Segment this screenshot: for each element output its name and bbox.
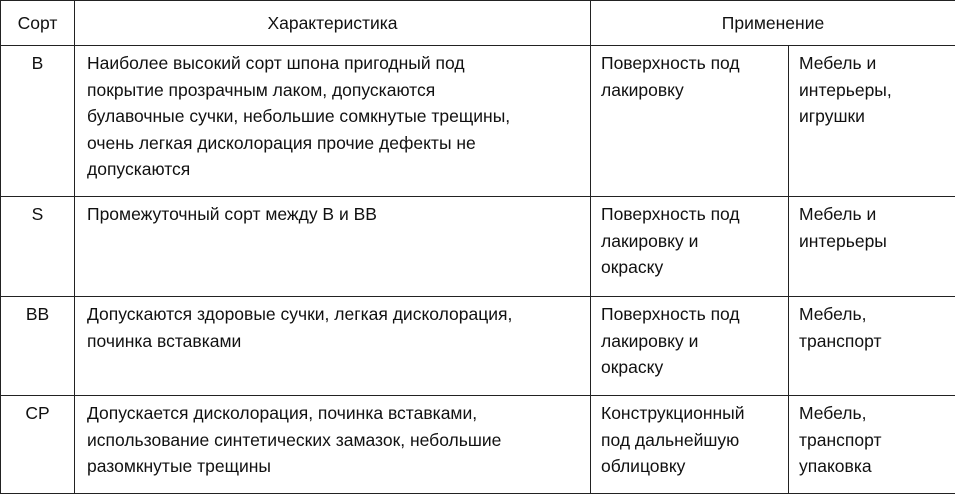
use-cell: Мебель и интерьеры, игрушки	[789, 46, 955, 197]
use-cell: Мебель, транспорт упаковка	[789, 396, 955, 494]
characteristic-cell: Наиболее высокий сорт шпона пригодный под покрытие прозрачным лаком, допускаются булавочные сучки, небольшие сомкнутые трещины, очень легкая дисколорация прочие дефекты не допускаются	[75, 46, 591, 197]
header-characteristic: Характеристика	[75, 1, 591, 46]
table-row	[1, 46, 955, 197]
surface-cell: Конструкционный под дальнейшую облицовку	[591, 396, 789, 494]
sort-cell: BB	[1, 297, 75, 396]
use-cell: Мебель, транспорт	[789, 297, 955, 396]
sort-cell: B	[1, 46, 75, 197]
table-row	[1, 297, 955, 396]
sort-cell: CP	[1, 396, 75, 494]
use-cell: Мебель и интерьеры	[789, 197, 955, 297]
surface-cell: Поверхность под лакировку	[591, 46, 789, 197]
header-sort: Сорт	[1, 1, 75, 46]
surface-cell: Поверхность под лакировку и окраску	[591, 197, 789, 297]
characteristic-cell: Допускается дисколорация, починка вставками, использование синтетических замазок, небольшие разомкнутые трещины	[75, 396, 591, 494]
table-header-row	[1, 1, 955, 46]
table-row	[1, 197, 955, 297]
sort-cell: S	[1, 197, 75, 297]
characteristic-cell: Промежуточный сорт между B и BB	[75, 197, 591, 297]
surface-cell: Поверхность под лакировку и окраску	[591, 297, 789, 396]
header-application: Применение	[591, 1, 955, 46]
table-row	[1, 396, 955, 494]
characteristic-cell: Допускаются здоровые сучки, легкая дисколорация, починка вставками	[75, 297, 591, 396]
